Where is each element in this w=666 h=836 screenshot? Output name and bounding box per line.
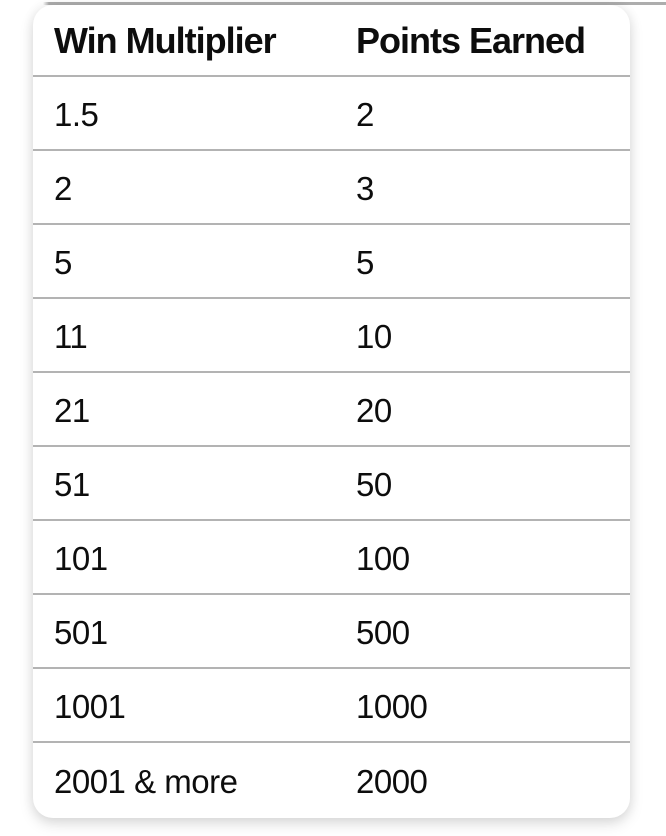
win-multiplier-column-header: Win Multiplier (54, 20, 276, 61)
table-row (33, 669, 630, 743)
table-row (33, 151, 630, 225)
points-earned-cell: 20 (356, 391, 392, 429)
points-earned-cell: 5 (356, 243, 374, 281)
points-earned-cell: 50 (356, 465, 392, 503)
table-row (33, 299, 630, 373)
points-earned-cell: 2 (356, 95, 374, 133)
table-row (33, 595, 630, 669)
win-multiplier-cell: 2 (54, 169, 72, 207)
win-multiplier-cell: 1.5 (54, 95, 99, 133)
points-earned-cell: 100 (356, 539, 410, 577)
table-row (33, 373, 630, 447)
win-multiplier-cell: 51 (54, 465, 90, 503)
win-multiplier-cell: 2001 & more (54, 763, 238, 800)
table-row (33, 77, 630, 151)
win-multiplier-cell: 101 (54, 539, 108, 577)
table-row (33, 225, 630, 299)
table-row (33, 521, 630, 595)
win-multiplier-cell: 11 (54, 317, 88, 355)
win-multiplier-cell: 5 (54, 243, 72, 281)
win-multiplier-cell: 21 (54, 391, 90, 429)
table-row (33, 447, 630, 521)
points-earned-column-header: Points Earned (356, 20, 586, 61)
table-row (33, 743, 630, 818)
points-table-card (33, 5, 630, 818)
points-earned-cell: 500 (356, 613, 410, 651)
points-earned-cell: 1000 (356, 687, 428, 725)
points-earned-cell: 2000 (356, 763, 428, 800)
win-multiplier-cell: 501 (54, 613, 108, 651)
points-earned-cell: 3 (356, 169, 374, 207)
table-header-row (33, 5, 630, 77)
points-earned-cell: 10 (356, 317, 392, 355)
win-multiplier-cell: 1001 (54, 687, 126, 725)
